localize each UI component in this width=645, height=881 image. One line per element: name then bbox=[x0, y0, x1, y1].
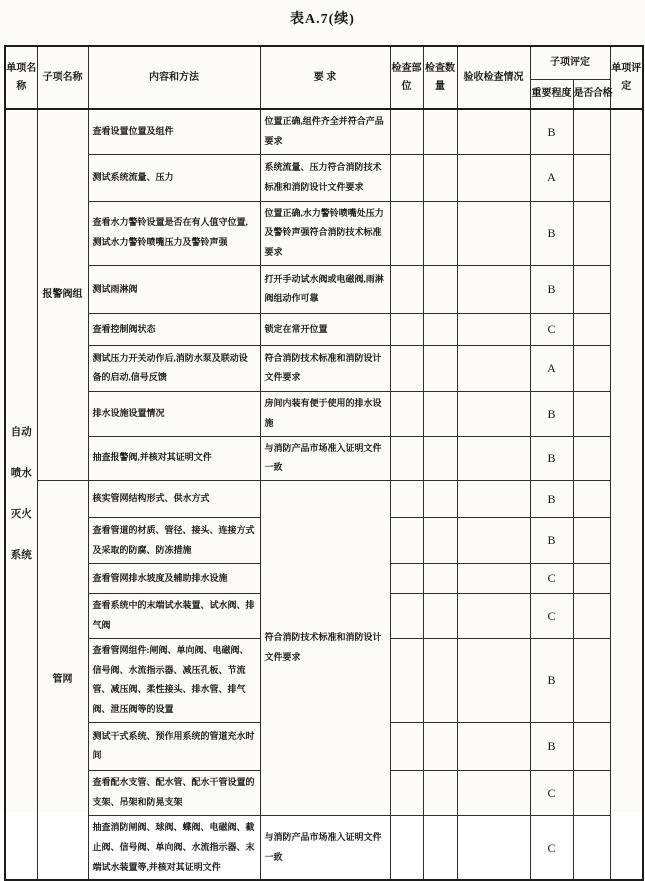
acceptance-cell bbox=[457, 201, 530, 265]
qualified-cell bbox=[573, 638, 610, 722]
acceptance-cell bbox=[457, 391, 530, 436]
content-cell: 测试雨淋阀 bbox=[88, 265, 260, 313]
requirement-cell: 与消防产品市场准入证明文件一致 bbox=[260, 815, 390, 880]
check-quantity-cell bbox=[423, 201, 457, 265]
requirement-cell: 位置正确,组件齐全并符合产品要求 bbox=[260, 109, 390, 154]
content-cell: 测试压力开关动作后,消防水泵及联动设备的启动,信号反馈 bbox=[88, 345, 260, 391]
check-location-cell bbox=[390, 436, 423, 481]
acceptance-cell bbox=[457, 594, 530, 639]
qualified-cell bbox=[573, 109, 610, 154]
content-cell: 查看管网组件:闸阀、单向阀、电磁阀、信号阀、水流指示器、减压孔板、节流管、减压阀、柔性接头、排水管、排气阀、泄压阀等的设置 bbox=[88, 638, 260, 722]
check-location-cell bbox=[390, 109, 423, 154]
importance-cell: A bbox=[530, 154, 573, 201]
subitem-cell: 报警阀组 bbox=[37, 109, 88, 481]
importance-cell: B bbox=[530, 201, 573, 265]
acceptance-cell bbox=[457, 770, 530, 815]
check-location-cell bbox=[390, 518, 423, 564]
qualified-cell bbox=[573, 436, 610, 481]
qualified-cell bbox=[573, 201, 610, 265]
content-cell: 抽查报警阀,并核对其证明文件 bbox=[88, 436, 260, 481]
check-quantity-cell bbox=[423, 594, 457, 639]
check-quantity-cell bbox=[423, 265, 457, 313]
table-row bbox=[5, 391, 643, 436]
check-quantity-cell bbox=[423, 391, 457, 436]
importance-cell: C bbox=[530, 770, 573, 815]
header-requirement: 要 求 bbox=[260, 46, 390, 109]
acceptance-cell bbox=[457, 109, 530, 154]
qualified-cell bbox=[573, 265, 610, 313]
check-location-cell bbox=[390, 391, 423, 436]
acceptance-cell bbox=[457, 345, 530, 391]
table-row bbox=[5, 154, 643, 201]
acceptance-cell bbox=[457, 265, 530, 313]
acceptance-cell bbox=[457, 722, 530, 770]
qualified-cell bbox=[573, 518, 610, 564]
content-cell: 抽查消防闸阀、球阀、蝶阀、电磁阀、截止阀、信号阀、单向阀、水流指示器、末端试水装置等,并核对其证明文件 bbox=[88, 815, 260, 880]
check-location-cell bbox=[390, 770, 423, 815]
check-quantity-cell bbox=[423, 638, 457, 722]
requirement-cell: 符合消防技术标准和消防设计文件要求 bbox=[260, 345, 390, 391]
page-title: 表A.7(续) bbox=[290, 12, 355, 27]
check-location-cell bbox=[390, 815, 423, 880]
subitem-cell: 管网 bbox=[37, 481, 88, 881]
requirement-cell: 符合消防技术标准和消防设计文件要求 bbox=[260, 481, 390, 816]
check-quantity-cell bbox=[423, 770, 457, 815]
qualified-cell bbox=[573, 770, 610, 815]
importance-cell: B bbox=[530, 436, 573, 481]
check-location-cell bbox=[390, 265, 423, 313]
header-subitem-name: 子项名称 bbox=[37, 46, 88, 109]
acceptance-cell bbox=[457, 481, 530, 518]
check-quantity-cell bbox=[423, 815, 457, 880]
table-row bbox=[5, 345, 643, 391]
importance-cell: C bbox=[530, 313, 573, 345]
content-cell: 查看水力警铃设置是否在有人值守位置,测试水力警铃喷嘴压力及警铃声强 bbox=[88, 201, 260, 265]
requirement-cell: 位置正确,水力警铃喷嘴处压力及警铃声强符合消防技术标准要求 bbox=[260, 201, 390, 265]
requirement-cell: 锁定在常开位置 bbox=[260, 313, 390, 345]
check-location-cell bbox=[390, 313, 423, 345]
importance-cell: B bbox=[530, 391, 573, 436]
table-row bbox=[5, 313, 643, 345]
header-item-name: 单项名称 bbox=[5, 46, 37, 109]
header-subitem-eval: 子项评定 bbox=[530, 46, 610, 79]
content-cell: 查看管道的材质、管径、接头、连接方式及采取的防腐、防冻措施 bbox=[88, 518, 260, 564]
header-acceptance: 验收检查情况 bbox=[457, 46, 530, 109]
qualified-cell bbox=[573, 481, 610, 518]
header-content: 内容和方法 bbox=[88, 46, 260, 109]
check-location-cell bbox=[390, 594, 423, 639]
content-cell: 查看配水支管、配水管、配水干管设置的支架、吊架和防晃支架 bbox=[88, 770, 260, 815]
header-item-eval: 单项评定 bbox=[610, 46, 643, 109]
check-quantity-cell bbox=[423, 109, 457, 154]
acceptance-cell bbox=[457, 564, 530, 594]
check-location-cell bbox=[390, 564, 423, 594]
table-row bbox=[5, 265, 643, 313]
requirement-cell: 打开手动试水阀或电磁阀,雨淋阀组动作可靠 bbox=[260, 265, 390, 313]
check-quantity-cell bbox=[423, 564, 457, 594]
item-name-cell: 自动喷水灭火系统 bbox=[5, 109, 37, 880]
requirement-cell: 系统流量、压力符合消防技术标准和消防设计文件要求 bbox=[260, 154, 390, 201]
qualified-cell bbox=[573, 345, 610, 391]
importance-cell: B bbox=[530, 481, 573, 518]
check-location-cell bbox=[390, 345, 423, 391]
header-check-quantity: 检查数量 bbox=[423, 46, 457, 109]
content-cell: 测试系统流量、压力 bbox=[88, 154, 260, 201]
importance-cell: B bbox=[530, 109, 573, 154]
table-row bbox=[5, 815, 643, 880]
check-location-cell bbox=[390, 481, 423, 518]
header-row bbox=[5, 46, 643, 79]
check-location-cell bbox=[390, 201, 423, 265]
content-cell: 排水设施设置情况 bbox=[88, 391, 260, 436]
check-quantity-cell bbox=[423, 481, 457, 518]
content-cell: 查看控制阀状态 bbox=[88, 313, 260, 345]
content-cell: 测试干式系统、预作用系统的管道充水时间 bbox=[88, 722, 260, 770]
importance-cell: C bbox=[530, 564, 573, 594]
importance-cell: B bbox=[530, 722, 573, 770]
importance-cell: B bbox=[530, 638, 573, 722]
header-importance: 重要程度 bbox=[530, 79, 573, 109]
qualified-cell bbox=[573, 154, 610, 201]
check-location-cell bbox=[390, 638, 423, 722]
qualified-cell bbox=[573, 391, 610, 436]
importance-cell: A bbox=[530, 345, 573, 391]
table-row bbox=[5, 201, 643, 265]
acceptance-cell bbox=[457, 436, 530, 481]
inspection-table bbox=[4, 45, 644, 881]
check-quantity-cell bbox=[423, 518, 457, 564]
check-quantity-cell bbox=[423, 345, 457, 391]
requirement-cell: 与消防产品市场准入证明文件一致 bbox=[260, 436, 390, 481]
importance-cell: B bbox=[530, 265, 573, 313]
content-cell: 查看管网排水坡度及辅助排水设施 bbox=[88, 564, 260, 594]
qualified-cell bbox=[573, 594, 610, 639]
table-row bbox=[5, 436, 643, 481]
qualified-cell bbox=[573, 815, 610, 880]
table-row bbox=[5, 481, 643, 518]
check-quantity-cell bbox=[423, 722, 457, 770]
check-location-cell bbox=[390, 154, 423, 201]
importance-cell: B bbox=[530, 518, 573, 564]
check-location-cell bbox=[390, 722, 423, 770]
acceptance-cell bbox=[457, 154, 530, 201]
header-check-location: 检查部位 bbox=[390, 46, 423, 109]
qualified-cell bbox=[573, 564, 610, 594]
table-header bbox=[5, 46, 643, 109]
acceptance-cell bbox=[457, 638, 530, 722]
requirement-cell: 房间内装有便于使用的排水设施 bbox=[260, 391, 390, 436]
header-qualified: 是否合格 bbox=[573, 79, 610, 109]
importance-cell: C bbox=[530, 815, 573, 880]
content-cell: 查看系统中的末端试水装置、试水阀、排气阀 bbox=[88, 594, 260, 639]
check-quantity-cell bbox=[423, 154, 457, 201]
importance-cell: C bbox=[530, 594, 573, 639]
acceptance-cell bbox=[457, 518, 530, 564]
content-cell: 查看设置位置及组件 bbox=[88, 109, 260, 154]
qualified-cell bbox=[573, 722, 610, 770]
item-eval-cell bbox=[610, 109, 643, 880]
acceptance-cell bbox=[457, 313, 530, 345]
check-quantity-cell bbox=[423, 436, 457, 481]
content-cell: 核实管网结构形式、供水方式 bbox=[88, 481, 260, 518]
table-row bbox=[5, 109, 643, 154]
acceptance-cell bbox=[457, 815, 530, 880]
check-quantity-cell bbox=[423, 313, 457, 345]
qualified-cell bbox=[573, 313, 610, 345]
